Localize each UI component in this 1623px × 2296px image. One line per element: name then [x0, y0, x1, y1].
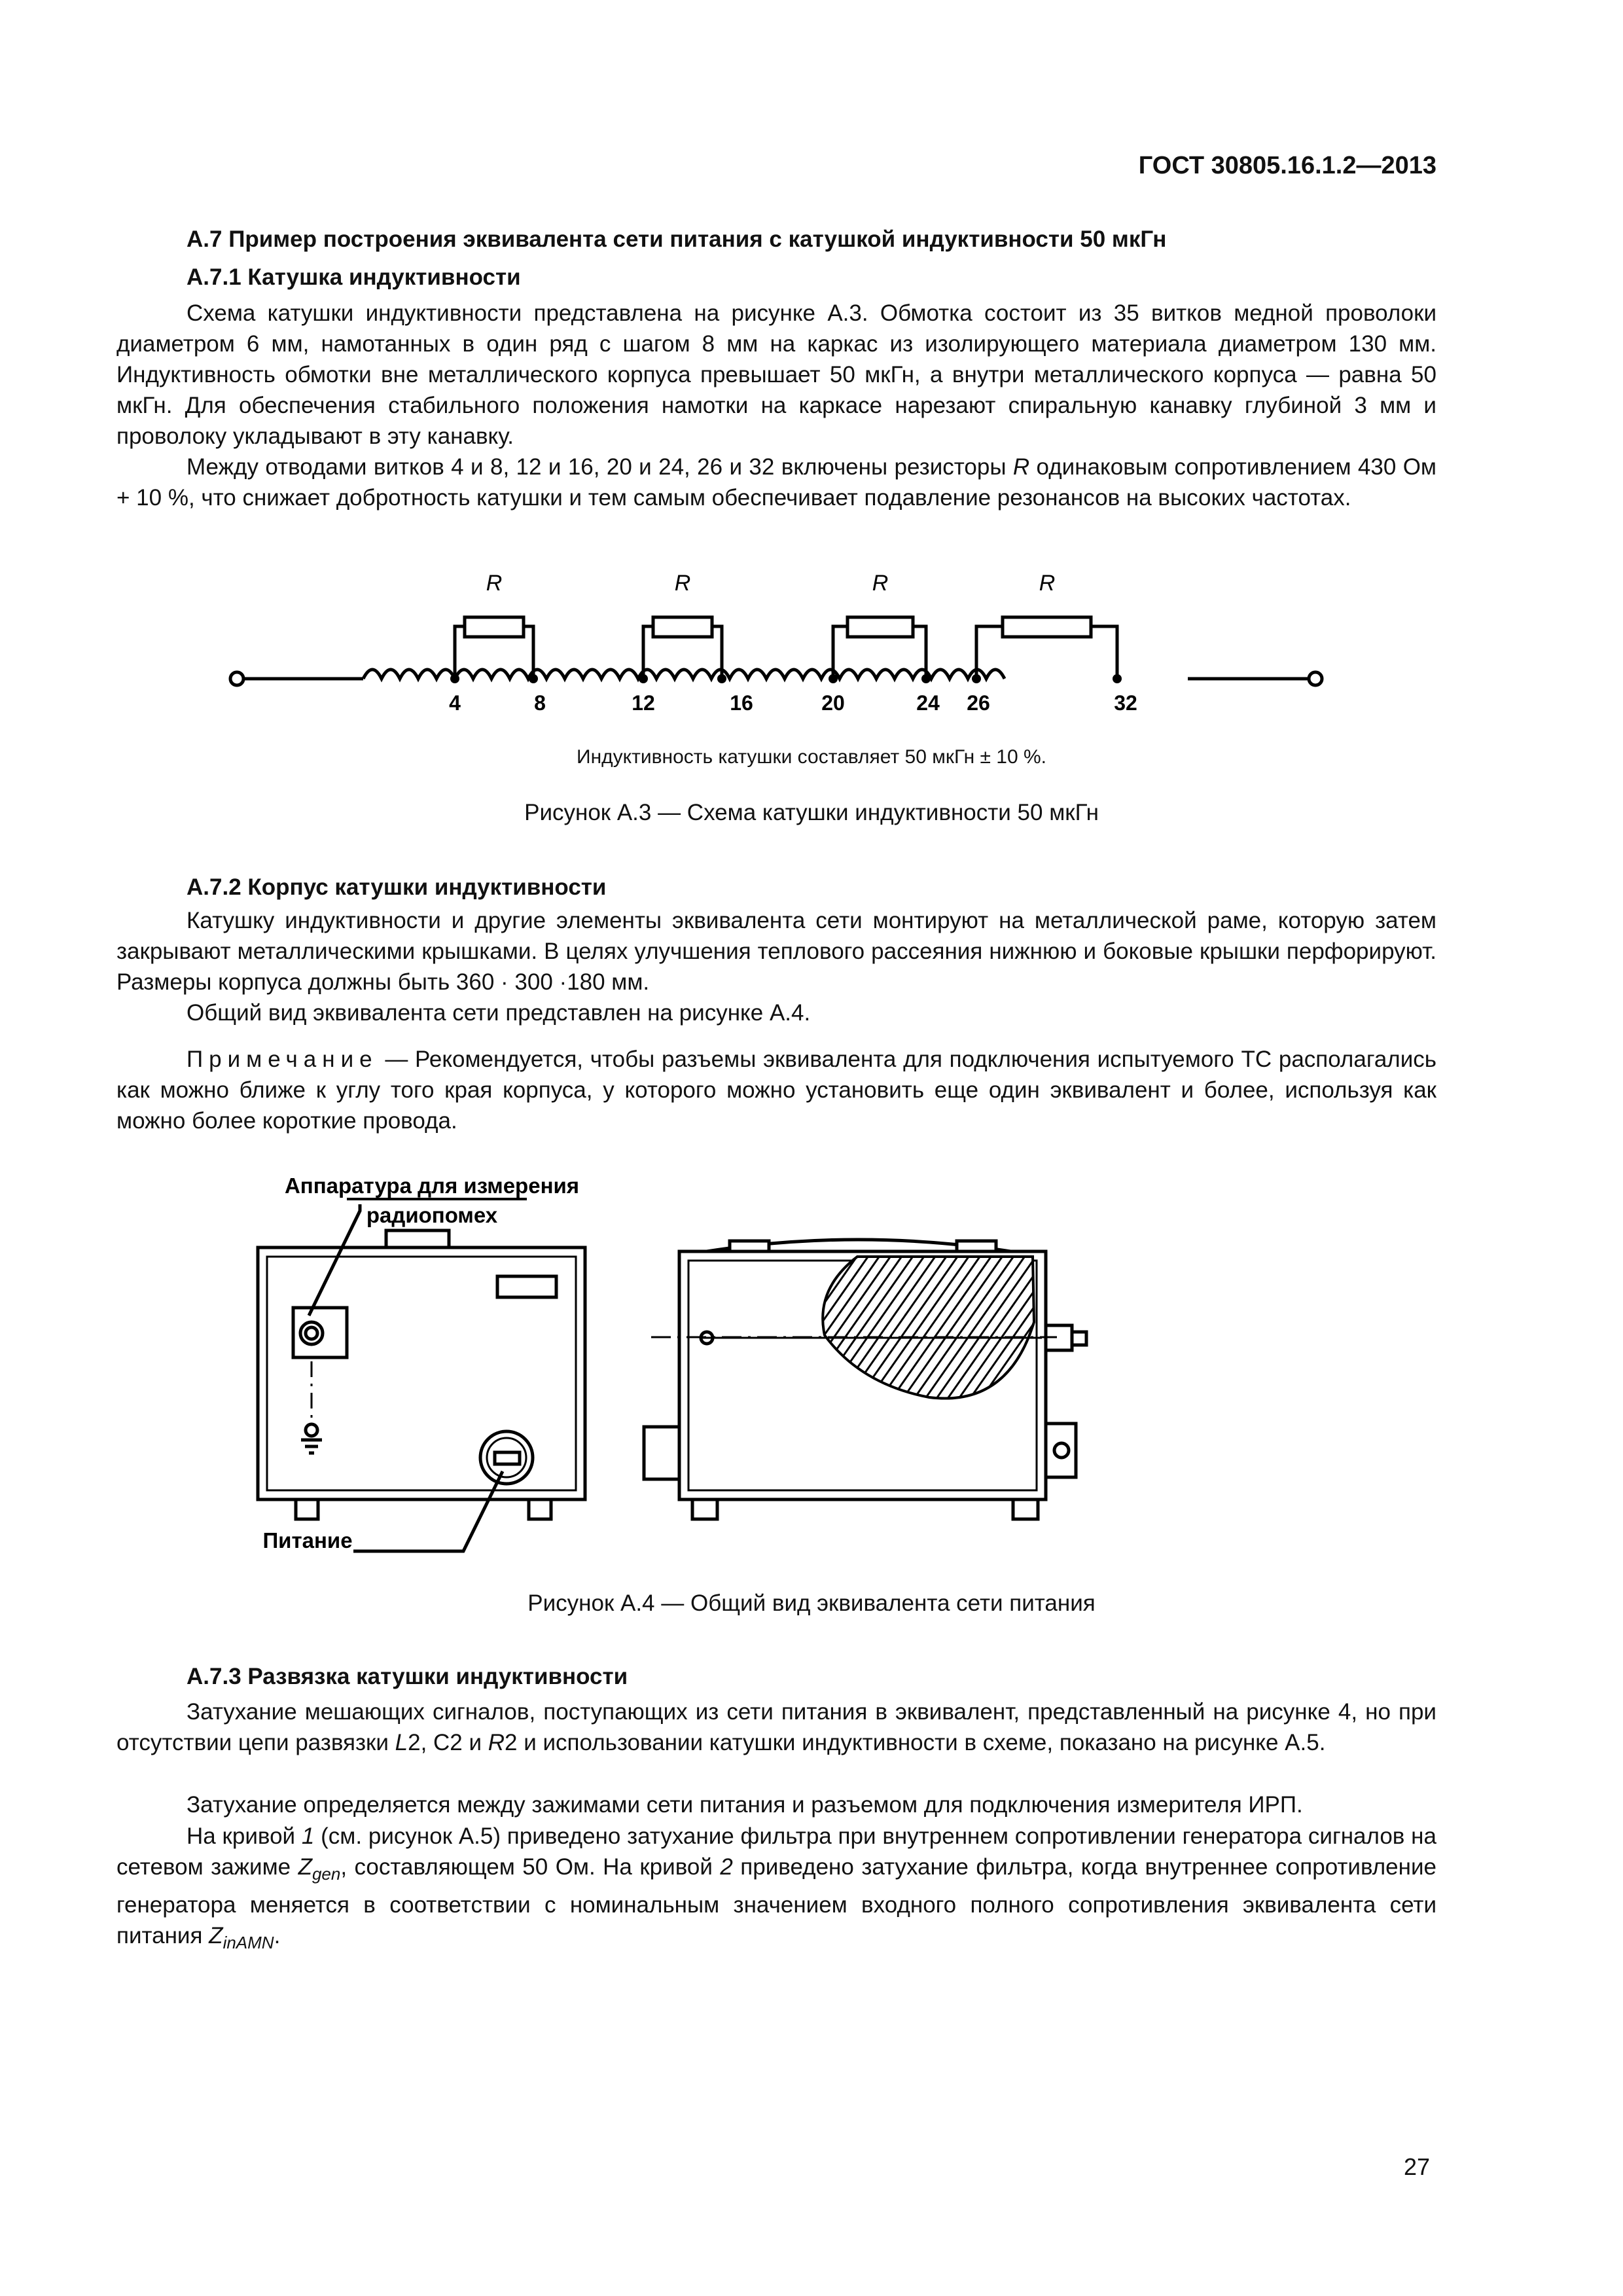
standard-header: ГОСТ 30805.16.1.2—2013	[1138, 152, 1436, 179]
resistor-label-2: R	[674, 571, 691, 596]
section-a71-title: А.7.1 Катушка индуктивности	[187, 264, 521, 290]
section-a73-title: А.7.3 Развязка катушки индуктивности	[187, 1664, 628, 1689]
equipment-drawing	[249, 1165, 1309, 1584]
tap-label: 8	[534, 691, 546, 715]
figure-a3-note: Индуктивность катушки составляет 50 мкГн ± 10 %.	[577, 746, 1046, 768]
resistor-label-3: R	[872, 571, 889, 596]
label-measurement-equipment-line2: радиопомех	[366, 1203, 498, 1227]
label-power: Питание	[262, 1528, 353, 1552]
resistor-label-1: R	[486, 571, 503, 596]
front-housing	[258, 1247, 585, 1499]
section-a72-paragraph-2: Общий вид эквивалента сети представлен на рисунке А.4.	[187, 1000, 811, 1026]
section-a72-title: А.7.2 Корпус катушки индуктивности	[187, 874, 607, 900]
label-measurement-equipment-line1: Аппаратура для измерения	[284, 1174, 580, 1198]
section-a72-paragraph-1: Катушку индуктивности и другие элементы эквивалента сети монтируют на металлической раме, которую затем закрывают металлическими крышками. В целях улучшения теплового рассеяния нижнюю и боковые крышки перфорируют. Размеры корпуса должны быть 360 · 300 ·180 мм.	[116, 908, 1436, 995]
section-a73-paragraph-3: На кривой 1 (см. рисунок А.5) приведено затухание фильтра при внутреннем сопротивлении генератора сигналов на сетевом зажиме $Z_{gen}$, составляющем 50 Ом. На кривой 2 приведено затухание фильтра, когда внутреннее сопротивление генератора меняется в соответствии с номинальным значением входного полного сопротивления эквивалента сети питания $Z_{inAMN}$.	[116, 1823, 1436, 1952]
tap-label: 20	[821, 691, 845, 715]
section-a73-paragraph-2: Затухание определяется между зажимами сети питания и разъемом для подключения измерителя ИРП.	[187, 1792, 1303, 1818]
section-a73-paragraph-1: Затухание мешающих сигналов, поступающих из сети питания в эквивалент, представленный на рисунке 4, но при отсутствии цепи развязки L2, С2 и R2 и использовании катушки индуктивности в схеме, показано на рисунке А.5.	[116, 1699, 1436, 1755]
section-a71-paragraph-2: Между отводами витков 4 и 8, 12 и 16, 20 и 24, 26 и 32 включены резисторы R одинаковым сопротивлением 430 Ом + 10 %, что снижает добротность катушки и тем самым обеспечивает подавление резонансов на высоких частотах.	[116, 454, 1436, 511]
figure-a3-caption: Рисунок А.3 — Схема катушки индуктивности 50 мкГн	[524, 800, 1099, 825]
resistor-2	[653, 617, 712, 637]
resistor-3	[847, 617, 913, 637]
tap-label: 26	[967, 691, 990, 715]
side-left-terminal	[644, 1427, 679, 1479]
tap-label: 12	[632, 691, 655, 715]
tap-label: 4	[449, 691, 461, 715]
tap-label: 32	[1114, 691, 1137, 715]
page-number: 27	[1403, 2153, 1430, 2180]
section-a71-paragraph-1: Схема катушки индуктивности представлена на рисунке А.3. Обмотка состоит из 35 витков медной проволоки диаметром 6 мм, намотанных в один ряд с шагом 8 мм на каркас из изолирующего материала диаметром 130 мм. Индуктивность обмотки вне металлического корпуса превышает 50 мкГн, а внутри металлического корпуса — равна 50 мкГн. Для обеспечения стабильного положения намотки на каркасе нарезают спиральную канавку глубиной 3 мм и проволоку укладывают в эту канавку.	[116, 300, 1436, 449]
coil-schematic	[223, 563, 1335, 720]
resistor-label-4: R	[1039, 571, 1056, 596]
side-right-terminal	[1046, 1424, 1076, 1477]
tap-label: 24	[916, 691, 940, 715]
resistor-1	[465, 617, 524, 637]
resistor-4	[1003, 617, 1091, 637]
front-handle	[386, 1230, 449, 1247]
tap-label: 16	[730, 691, 753, 715]
section-a7-title: А.7 Пример построения эквивалента сети питания с катушкой индуктивности 50 мкГн	[187, 226, 1167, 252]
section-a72-note: Примечание — Рекомендуется, чтобы разъемы эквивалента для подключения испытуемого ТС располагались как можно ближе к углу того края корпуса, у которого можно установить еще один эквивалент и более, используя как можно более короткие провода.	[116, 1047, 1436, 1134]
figure-a4-caption: Рисунок А.4 — Общий вид эквивалента сети питания	[527, 1590, 1096, 1616]
